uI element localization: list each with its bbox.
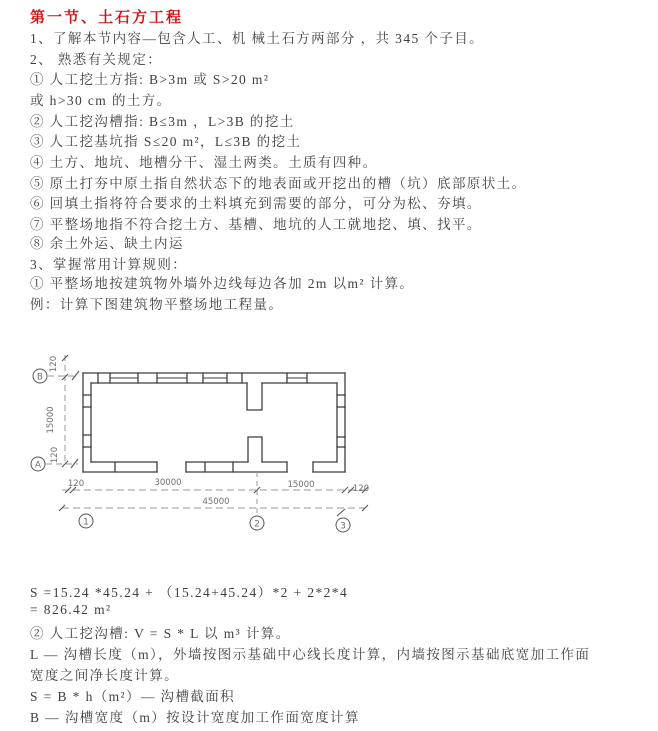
formula-line-1: S =15.24 *45.24 + （15.24+45.24）*2 + 2*2*4 (30, 585, 349, 600)
dim-bay-2-3-label: 15000 (287, 480, 315, 490)
dim-total-label: 45000 (202, 497, 230, 507)
floor-plan-diagram (20, 350, 420, 555)
formula-line-7: B — 沟槽宽度（m）按设计宽度加工作面宽度计算 (30, 710, 360, 725)
text-line-11: ⑧ 余土外运、缺土内运 (30, 236, 184, 251)
dimension-lines (46, 355, 365, 516)
dim-offset-left-label: 120 (67, 479, 85, 489)
text-line-6: ③ 人工挖基坑指 S≤20 m²，L≤3B 的挖土 (30, 134, 302, 149)
grid-1-marker (79, 514, 93, 528)
page-title: 第一节、土石方工程 (30, 10, 184, 26)
axis-b-label: B (36, 372, 44, 383)
grid-2-label: 2 (254, 519, 260, 530)
axis-a-label: A (34, 460, 42, 471)
formula-line-6: S = B * h（m²）— 沟槽截面积 (30, 689, 236, 704)
formula-line-4: L — 沟槽长度（m），外墙按图示基础中心线长度计算，内墙按图示基础底宽加工作面 (30, 647, 591, 662)
text-line-4: 或 h>30 cm 的土方。 (30, 93, 172, 108)
text-line-5: ② 人工挖沟槽指: B≤3m ，L>3B 的挖土 (30, 114, 295, 129)
text-line-9: ⑥ 回填土指将符合要求的土料填充到需要的部分，可分为松、夯填。 (30, 196, 482, 211)
text-line-10: ⑦ 平整场地指不符合挖土方、基槽、地坑的人工就地挖、填、找平。 (30, 217, 482, 232)
text-line-7: ④ 土方、地坑、地槽分干、湿土两类。土质有四种。 (30, 155, 378, 170)
axis-b-marker (33, 369, 47, 383)
dim-offset-bottom-label: 120 (50, 446, 60, 464)
dimension-ticks (59, 355, 368, 516)
formula-line-5: 宽度之间净长度计算。 (30, 668, 179, 683)
text-line-14: 例：计算下图建筑物平整场地工程量。 (30, 297, 284, 312)
text-line-12: 3、掌握常用计算规则： (30, 257, 188, 272)
dim-bay-1-2-label: 30000 (154, 478, 182, 488)
text-line-8: ⑤ 原土打夯中原土指自然状态下的地表面或开挖出的槽（坑）底部原状土。 (30, 176, 527, 191)
text-line-1: 1、了解本节内容—包含人工、机 械土石方两部分 ，共 345 个子目。 (30, 31, 484, 46)
grid-3-label: 3 (340, 521, 346, 532)
text-line-3: ① 人工挖土方指: B>3m 或 S>20 m² (30, 72, 270, 87)
axis-a-marker (31, 457, 45, 471)
dim-depth-label: 15000 (46, 406, 56, 434)
text-line-13: ① 平整场地按建筑物外墙外边线每边各加 2m 以m² 计算。 (30, 276, 415, 291)
grid-1-label: 1 (83, 517, 89, 528)
formula-line-2: = 826.42 m² (30, 602, 112, 617)
text-line-2: 2、 熟悉有关规定： (30, 52, 163, 67)
dim-offset-top-label: 120 (49, 355, 59, 373)
grid-3-marker (336, 518, 350, 532)
grid-2-marker (250, 516, 264, 530)
formula-line-3: ② 人工挖沟槽: V = S * L 以 m³ 计算。 (30, 626, 291, 641)
dim-offset-right-label: 120 (352, 484, 370, 494)
building-walls (83, 373, 345, 472)
